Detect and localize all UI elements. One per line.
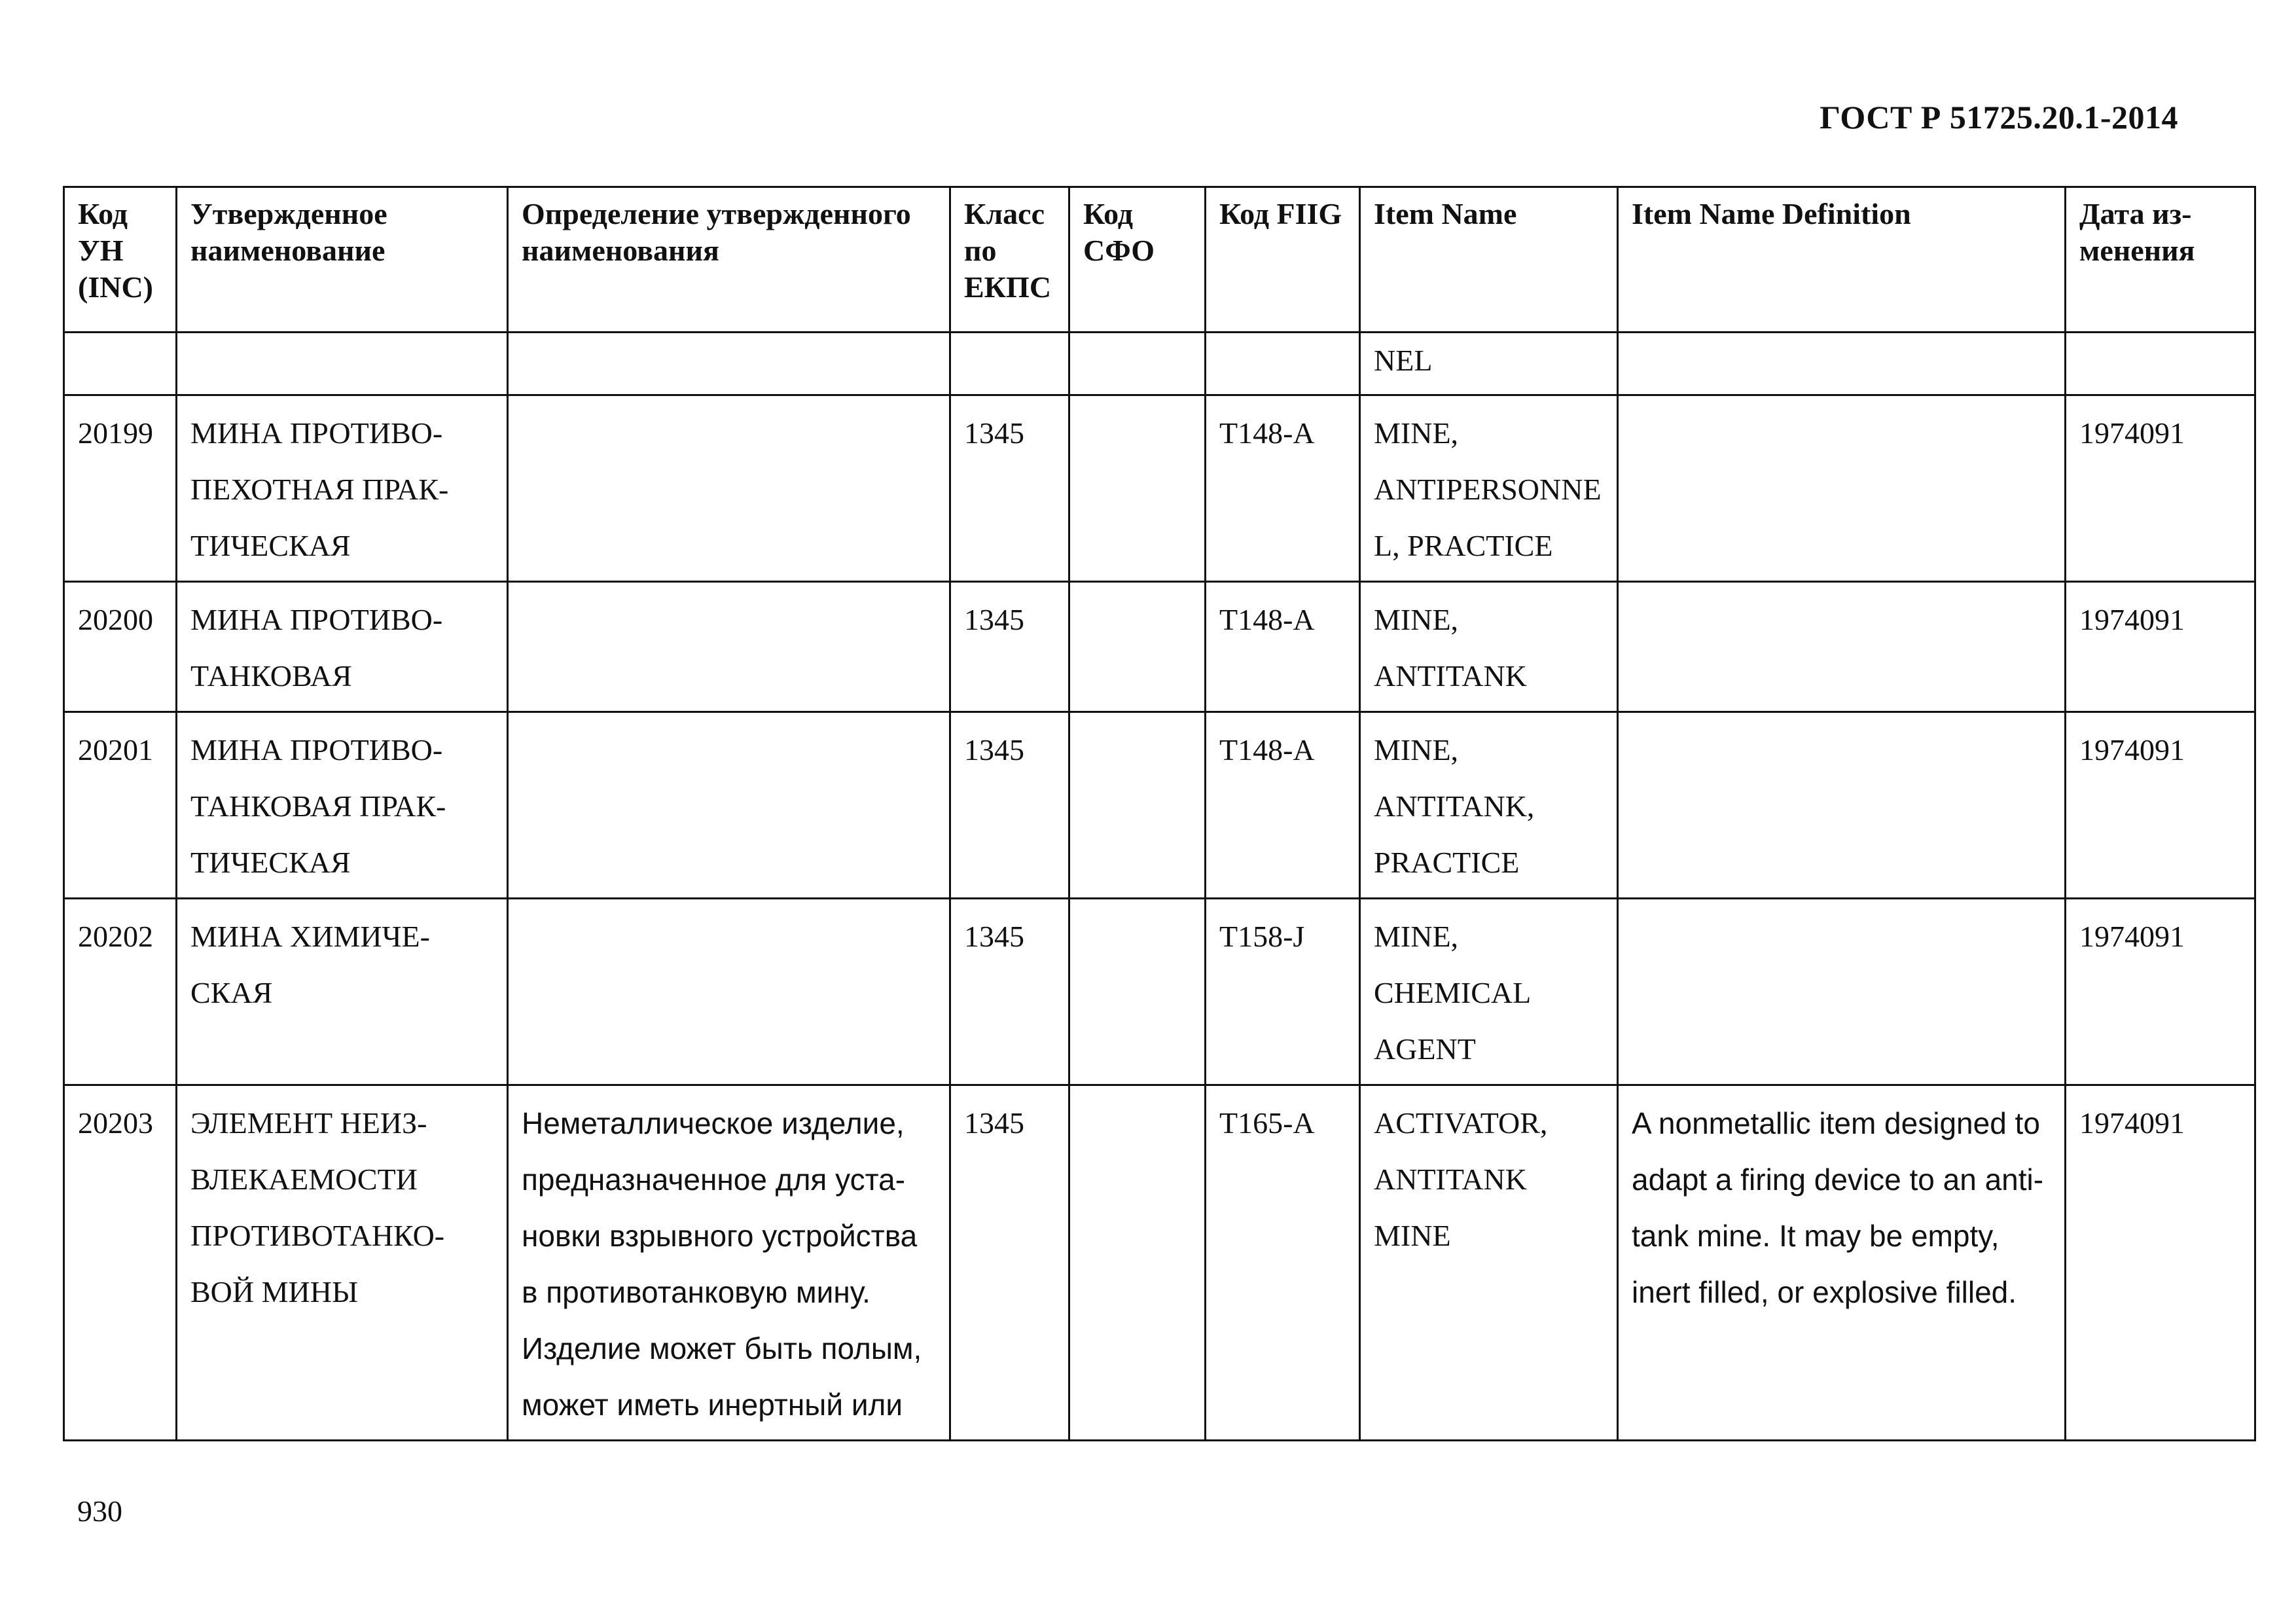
cell-inc: [64, 333, 177, 395]
cell-item-name: MINE, ANTITANK, PRACTICE: [1360, 712, 1618, 899]
cell-class: 1345: [950, 395, 1069, 582]
cell-inc: 20201: [64, 712, 177, 899]
column-header-sfo: Код СФО: [1069, 187, 1206, 333]
table-row: [64, 395, 2255, 582]
cell-item-definition: [1618, 712, 2066, 899]
cell-date: 1974091: [2066, 712, 2255, 899]
cell-fiig: [1206, 333, 1360, 395]
header-row: [64, 187, 2255, 333]
cell-name: МИНА ПРОТИВО-ПЕХОТНАЯ ПРАК-ТИЧЕСКАЯ: [177, 395, 508, 582]
cell-date: 1974091: [2066, 899, 2255, 1085]
column-header-change-date: Дата из-менения: [2066, 187, 2255, 333]
table-row: [64, 712, 2255, 899]
cell-date: 1974091: [2066, 1085, 2255, 1441]
cell-class: 1345: [950, 1085, 1069, 1441]
cell-item-name: MINE, CHEMICAL AGENT: [1360, 899, 1618, 1085]
cell-fiig: T148-A: [1206, 395, 1360, 582]
cell-item-name: ACTIVATOR, ANTITANK MINE: [1360, 1085, 1618, 1441]
column-header-approved-name: Утвержденное наименование: [177, 187, 508, 333]
cell-definition: [508, 899, 950, 1085]
table-row-continuation: [64, 333, 2255, 395]
cell-definition: [508, 712, 950, 899]
cell-inc: 20199: [64, 395, 177, 582]
cell-name: МИНА ПРОТИВО-ТАНКОВАЯ ПРАК-ТИЧЕСКАЯ: [177, 712, 508, 899]
column-header-item-definition: Item Name Definition: [1618, 187, 2066, 333]
cell-sfo: [1069, 1085, 1206, 1441]
cell-sfo: [1069, 333, 1206, 395]
cell-item-name: NEL: [1360, 333, 1618, 395]
cell-sfo: [1069, 395, 1206, 582]
cell-date: 1974091: [2066, 582, 2255, 712]
cell-item-name: MINE, ANTITANK: [1360, 582, 1618, 712]
cell-class: 1345: [950, 582, 1069, 712]
column-header-fiig: Код FIIG: [1206, 187, 1360, 333]
cell-definition: Неметаллическое изделие, предназначенное для уста-новки взрывного устройства в противотанковую мину. Изделие может быть полым, может иметь инертный или: [508, 1085, 950, 1441]
cell-fiig: T148-A: [1206, 582, 1360, 712]
table-row: [64, 1085, 2255, 1441]
cell-item-name: MINE, ANTIPERSONNEL, PRACTICE: [1360, 395, 1618, 582]
cell-name: [177, 333, 508, 395]
cell-date: 1974091: [2066, 395, 2255, 582]
cell-item-definition: [1618, 899, 2066, 1085]
table-row: [64, 899, 2255, 1085]
cell-fiig: T148-A: [1206, 712, 1360, 899]
cell-fiig: T158-J: [1206, 899, 1360, 1085]
document-code: ГОСТ Р 51725.20.1-2014: [1820, 99, 2178, 135]
registry-table: [63, 186, 2256, 1441]
cell-name: МИНА ХИМИЧЕ-СКАЯ: [177, 899, 508, 1085]
cell-name: ЭЛЕМЕНТ НЕИЗ-ВЛЕКАЕМОСТИ ПРОТИВОТАНКО-ВОЙ МИНЫ: [177, 1085, 508, 1441]
column-header-name-definition: Определение утвержденного наименования: [508, 187, 950, 333]
cell-definition: [508, 395, 950, 582]
cell-sfo: [1069, 899, 1206, 1085]
cell-item-definition: [1618, 395, 2066, 582]
cell-class: 1345: [950, 712, 1069, 899]
cell-sfo: [1069, 712, 1206, 899]
column-header-item-name: Item Name: [1360, 187, 1618, 333]
cell-item-definition: [1618, 333, 2066, 395]
cell-inc: 20202: [64, 899, 177, 1085]
column-header-class: Класс по ЕКПС: [950, 187, 1069, 333]
cell-name: МИНА ПРОТИВО-ТАНКОВАЯ: [177, 582, 508, 712]
cell-fiig: T165-A: [1206, 1085, 1360, 1441]
cell-date: [2066, 333, 2255, 395]
cell-inc: 20203: [64, 1085, 177, 1441]
cell-sfo: [1069, 582, 1206, 712]
cell-inc: 20200: [64, 582, 177, 712]
cell-item-definition: A nonmetallic item designed to adapt a firing device to an anti-tank mine. It may be empty, inert filled, or explosive filled.: [1618, 1085, 2066, 1441]
table-row: [64, 582, 2255, 712]
cell-class: 1345: [950, 899, 1069, 1085]
cell-definition: [508, 582, 950, 712]
cell-item-definition: [1618, 582, 2066, 712]
cell-definition: [508, 333, 950, 395]
page-number: 930: [77, 1494, 122, 1528]
cell-class: [950, 333, 1069, 395]
column-header-inc: Код УН (INC): [64, 187, 177, 333]
